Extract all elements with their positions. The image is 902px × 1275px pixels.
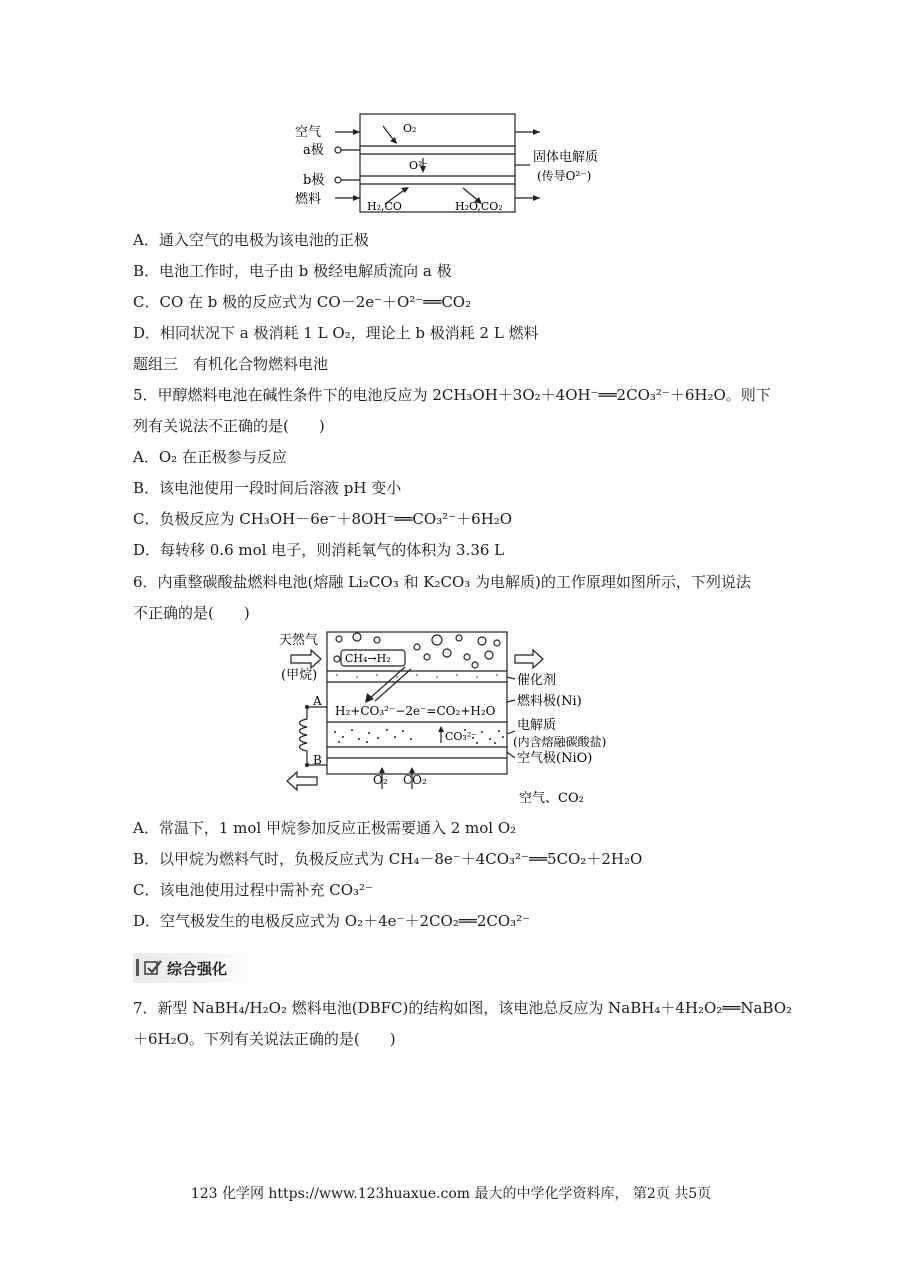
fig2-ch4-h2-label: CH₄→H₂ bbox=[345, 652, 391, 665]
fig2-molten-label: (内含熔融碳酸盐) bbox=[513, 735, 607, 749]
fig2-b-label: B bbox=[313, 753, 322, 767]
q6-option-b: B．以甲烷为燃料气时，负极反应式为 CH₄－8e⁻＋4CO₃²⁻══5CO₂＋2H₂O bbox=[133, 850, 643, 868]
figure-solid-oxide-cell bbox=[285, 110, 620, 220]
q6-stem-2: 不正确的是( ) bbox=[133, 604, 250, 622]
fig1-fuel-label: 燃料 bbox=[295, 192, 322, 207]
fig1-air-label: 空气 bbox=[295, 125, 322, 140]
fig2-air-pole-label: 空气极(NiO) bbox=[517, 751, 593, 766]
fig2-air-co2-label: 空气、CO₂ bbox=[519, 791, 584, 806]
section-header bbox=[133, 953, 259, 983]
section-title: 综合强化 bbox=[167, 960, 228, 978]
fig2-a-label: A bbox=[313, 694, 322, 708]
figure-molten-carbonate-cell bbox=[277, 627, 622, 809]
fig1-b-pole-label: b极 bbox=[303, 173, 325, 188]
q6-option-a: A．常温下，1 mol 甲烷参加反应正极需要通入 2 mol O₂ bbox=[133, 819, 517, 837]
q4-option-a: A．通入空气的电极为该电池的正极 bbox=[133, 231, 369, 249]
q6-option-c: C．该电池使用过程中需补充 CO₃²⁻ bbox=[133, 881, 373, 899]
q7-stem-1: 7．新型 NaBH₄/H₂O₂ 燃料电池(DBFC)的结构如图，该电池总反应为 NaBH₄＋4H₂O₂══NaBO₂ bbox=[133, 999, 793, 1017]
checkbox-icon bbox=[143, 958, 163, 978]
group3-title: 题组三 有机化合物燃料电池 bbox=[133, 355, 329, 373]
fig2-co3-label: CO₃²⁻ bbox=[445, 730, 478, 743]
fig1-o2-label: O₂ bbox=[403, 122, 417, 135]
fig1-conducts-label: (传导O²⁻) bbox=[537, 169, 592, 183]
fig1-electrolyte-label: 固体电解质 bbox=[533, 150, 599, 165]
q4-option-d: D．相同状况下 a 极消耗 1 L O₂，理论上 b 极消耗 2 L 燃料 bbox=[133, 324, 539, 342]
q5-option-a: A．O₂ 在正极参与反应 bbox=[133, 448, 287, 466]
q7-stem-2: ＋6H₂O。下列有关说法正确的是( ) bbox=[133, 1030, 396, 1048]
fig1-products-label: H₂O,CO₂ bbox=[455, 200, 503, 213]
fig1-a-pole-label: a极 bbox=[303, 143, 324, 158]
q5-stem-2: 列有关说法不正确的是( ) bbox=[133, 417, 325, 435]
fig1-o2-ion-label: O²⁻ bbox=[409, 159, 429, 172]
fig2-catalyst-label: 催化剂 bbox=[517, 673, 557, 688]
fig2-electrolyte-label: 电解质 bbox=[517, 718, 557, 733]
page-footer: 123 化学网 https://www.123huaxue.com 最大的中学化学资料库， 第2页 共5页 bbox=[190, 1186, 712, 1202]
fig2-o2-label: O₂ bbox=[373, 773, 388, 787]
q6-stem-1: 6．内重整碳酸盐燃料电池(熔融 Li₂CO₃ 和 K₂CO₃ 为电解质)的工作原理如图所示，下列说法 bbox=[133, 573, 751, 591]
fig2-methane-label: (甲烷) bbox=[281, 668, 318, 683]
q6-option-d: D．空气极发生的电极反应式为 O₂＋4e⁻＋2CO₂══2CO₃²⁻ bbox=[133, 912, 531, 930]
q4-option-b: B．电池工作时，电子由 b 极经电解质流向 a 极 bbox=[133, 262, 452, 280]
q5-option-d: D．每转移 0.6 mol 电子，则消耗氧气的体积为 3.36 L bbox=[133, 541, 505, 559]
q5-option-b: B．该电池使用一段时间后溶液 pH 变小 bbox=[133, 479, 402, 497]
q5-stem-1: 5．甲醇燃料电池在碱性条件下的电池反应为 2CH₃OH＋3O₂＋4OH⁻══2CO₃²⁻＋6H₂O。则下 bbox=[133, 386, 771, 404]
q4-option-c: C．CO 在 b 极的反应式为 CO－2e⁻＋O²⁻══CO₂ bbox=[133, 293, 472, 311]
fig2-reaction-label: H₂+CO₃²⁻−2e⁻=CO₂+H₂O bbox=[335, 704, 496, 718]
fig2-co2-label: CO₂ bbox=[403, 773, 427, 787]
fig2-natural-gas-label: 天然气 bbox=[279, 633, 319, 648]
q5-option-c: C．负极反应为 CH₃OH－6e⁻＋8OH⁻══CO₃²⁻＋6H₂O bbox=[133, 510, 513, 528]
fig1-reactants-label: H₂,CO bbox=[367, 200, 402, 213]
fig2-fuel-pole-label: 燃料极(Ni) bbox=[517, 694, 582, 709]
